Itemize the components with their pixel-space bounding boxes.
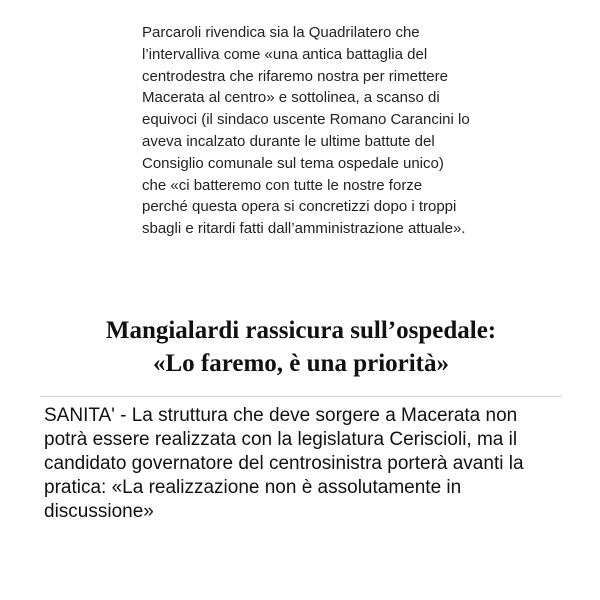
related-title-line-2: «Lo faremo, è una priorità»: [152, 350, 450, 377]
related-article-summary: SANITA' - La struttura che deve sorgere a Macerata non potrà essere realizzata con la legislatura Ceriscioli, ma il candidato governatore del centrosinistra porterà avanti la pratica: «La realizzazione non è assolutamente in discussione»: [44, 405, 524, 522]
related-title-line-1: Mangialardi rassicura sull’ospedale:: [105, 317, 497, 344]
related-article-title[interactable]: [40, 314, 562, 380]
article-paragraph: Parcaroli rivendica sia la Quadrilatero che l’intervalliva come «una antica battaglia del centrodestra che rifaremo nostra per rimettere Macerata al centro» e sottolinea, a scanso di equivoci (il sindaco uscente Romano Carancini lo aveva incalzato durante le ultime battute del Consiglio comunale sul tema ospedale unico) che «ci batteremo con tutte le nostre forze perché questa opera si concretizzi dopo i troppi sbagli e ritardi fatti dall’amministrazione attuale».: [142, 24, 470, 238]
divider: [40, 396, 562, 397]
related-article-card[interactable]: [40, 314, 562, 524]
